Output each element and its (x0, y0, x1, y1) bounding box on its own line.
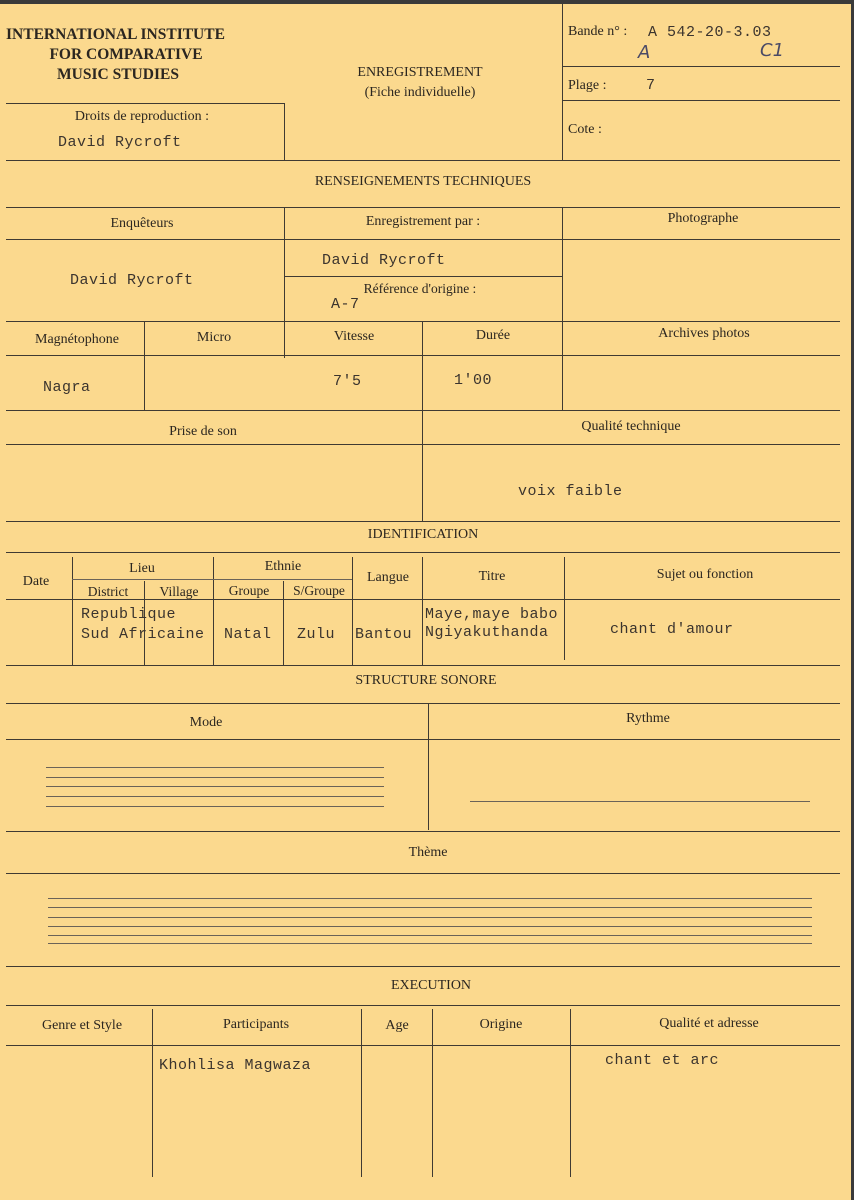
enregistrement-value: David Rycroft (322, 252, 446, 269)
district-value-line-2: Sud Africaine (81, 626, 205, 643)
archive-card (0, 4, 851, 1200)
vitesse-label: Vitesse (333, 329, 375, 344)
date-label: Date (22, 574, 50, 589)
titre-value-line-1: Maye,maye babo (425, 606, 559, 623)
langue-value: Bantou (355, 626, 413, 643)
photographe-label: Photographe (667, 211, 739, 226)
qualite-technique-value: voix faible (518, 483, 623, 500)
droits-value: David Rycroft (58, 134, 182, 151)
magnetophone-value: Nagra (43, 379, 91, 396)
section-structure: STRUCTURE SONORE (355, 673, 497, 688)
mode-label: Mode (189, 715, 223, 730)
vitesse-value: 7'5 (333, 373, 362, 390)
section-identification: IDENTIFICATION (367, 527, 479, 542)
duree-value: 1'00 (454, 372, 493, 389)
village-label: Village (159, 584, 199, 599)
qualite-technique-label: Qualité technique (581, 419, 681, 434)
sujet-label: Sujet ou fonction (656, 567, 754, 582)
droits-label: Droits de reproduction : (74, 109, 210, 124)
enqueteurs-label: Enquêteurs (110, 216, 174, 231)
lieu-label: Lieu (129, 561, 155, 576)
institute-line-3: MUSIC STUDIES (57, 66, 179, 83)
sgroupe-label: S/Groupe (293, 583, 345, 598)
enregistrement-par-label: Enregistrement par : (365, 214, 481, 229)
archives-photos-label: Archives photos (658, 326, 750, 341)
titre-value-line-2: Ngiyakuthanda (425, 624, 549, 641)
reference-value: A-7 (331, 296, 360, 313)
qualite-adresse-label: Qualité et adresse (659, 1016, 759, 1031)
theme-label: Thème (408, 845, 448, 860)
groupe-value: Natal (224, 626, 272, 643)
genre-label: Genre et Style (41, 1018, 123, 1033)
duree-label: Durée (475, 328, 511, 343)
prise-de-son-label: Prise de son (169, 424, 237, 439)
form-subtitle: (Fiche individuelle) (364, 85, 476, 100)
enqueteurs-value: David Rycroft (70, 272, 194, 289)
age-label: Age (385, 1018, 409, 1033)
institute-line-1: INTERNATIONAL INSTITUTE (6, 26, 225, 43)
institute-line-2: FOR COMPARATIVE (49, 46, 203, 63)
section-execution: EXECUTION (390, 978, 472, 993)
handwritten-bande-note-2: C1 (760, 40, 785, 61)
sujet-value: chant d'amour (610, 621, 734, 638)
groupe-label: Groupe (228, 583, 270, 598)
origine-label: Origine (479, 1017, 523, 1032)
section-technical: RENSEIGNEMENTS TECHNIQUES (314, 174, 532, 189)
district-value-line-1: Republique (81, 606, 177, 623)
langue-label: Langue (367, 570, 409, 585)
rythme-label: Rythme (626, 711, 670, 726)
cote-label: Cote : (568, 122, 602, 137)
ethnie-label: Ethnie (264, 559, 302, 574)
titre-label: Titre (478, 569, 506, 584)
participants-label: Participants (222, 1017, 290, 1032)
reference-label: Référence d'origine : (363, 281, 477, 296)
qualite-adresse-value: chant et arc (605, 1052, 720, 1069)
bande-value: A 542-20-3.03 (648, 24, 772, 41)
magnetophone-label: Magnétophone (35, 332, 119, 347)
sgroupe-value: Zulu (297, 626, 336, 643)
participants-value: Khohlisa Magwaza (159, 1057, 312, 1074)
district-label: District (87, 584, 129, 599)
micro-label: Micro (196, 330, 232, 345)
plage-value: 7 (646, 77, 656, 94)
plage-label: Plage : (568, 78, 607, 93)
form-title: ENREGISTREMENT (357, 65, 483, 80)
bande-label: Bande n° : (568, 24, 628, 39)
handwritten-bande-note: A (638, 42, 651, 63)
